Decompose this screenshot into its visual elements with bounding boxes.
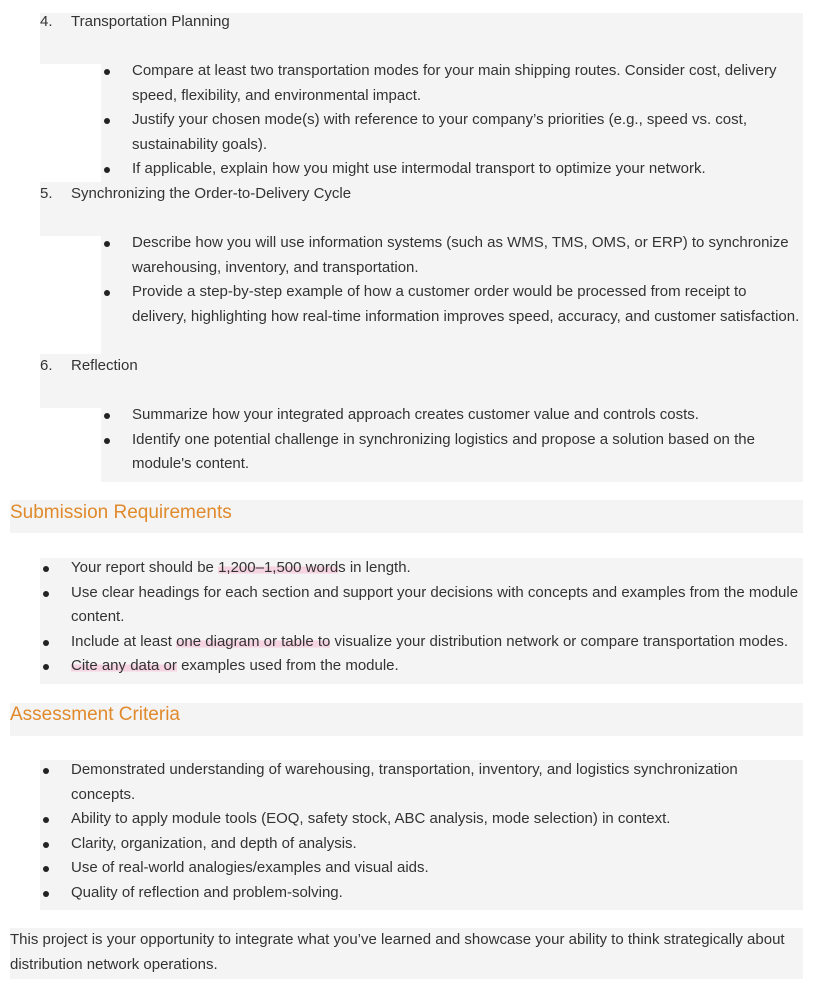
step-6-bullets <box>101 403 803 477</box>
list-item-text: Identify one potential challenge in synchronizing logistics and propose a solution based on the module's content. <box>132 430 755 472</box>
bullet-icon <box>104 290 110 296</box>
list-item <box>101 231 803 280</box>
list-item <box>101 59 803 108</box>
bullet-icon <box>43 842 49 848</box>
text: Include at least <box>71 632 177 650</box>
bullet-icon <box>43 591 49 597</box>
text: visualize your distribution network or compare transportation modes. <box>330 632 789 650</box>
list-item <box>40 581 810 630</box>
list-item-text: Clarity, organization, and depth of analysis. <box>71 834 357 852</box>
step-4-bullets <box>101 59 803 182</box>
bullet-icon <box>104 69 110 75</box>
list-item-text: If applicable, explain how you might use intermodal transport to optimize your network. <box>132 160 706 177</box>
bullet-icon <box>104 438 110 444</box>
list-item-text: Quality of reflection and problem-solving. <box>71 883 343 901</box>
text: Use clear headings for each section and support your decisions with concepts and examples from the module content. <box>71 583 799 625</box>
bullet-icon <box>43 640 49 646</box>
step-5-bullets <box>101 231 803 329</box>
step-title: Reflection <box>71 357 138 374</box>
list-item <box>101 280 803 329</box>
list-item-text: Demonstrated understanding of warehousing, transportation, inventory, and logistics synchronization concepts. <box>71 761 738 803</box>
list-item <box>101 428 803 477</box>
list-item <box>101 157 803 182</box>
step-title: Transportation Planning <box>71 13 230 30</box>
step-title: Synchronizing the Order-to-Delivery Cycle <box>71 185 352 202</box>
bullet-icon <box>104 413 110 419</box>
submission-bullets <box>40 556 810 679</box>
step-6-header-bg <box>40 354 803 408</box>
list-item <box>101 108 803 157</box>
closing-paragraph: This project is your opportunity to integrate what you’ve learned and showcase your ability to think strategically about distribution network operations. <box>10 931 785 973</box>
list-item <box>40 881 780 906</box>
list-item-text: Ability to apply module tools (EOQ, safety stock, ABC analysis, mode selection) in context. <box>71 810 671 827</box>
list-item <box>40 654 810 679</box>
list-item-text: Summarize how your integrated approach creates customer value and controls costs. <box>132 406 699 423</box>
bullet-icon <box>43 664 49 670</box>
bullet-icon <box>43 866 49 872</box>
list-item <box>40 856 780 881</box>
list-item-text: Provide a step-by-step example of how a customer order would be processed from receipt to delivery, highlighting how real-time information improves speed, accuracy, and customer satisfaction. <box>132 283 800 325</box>
highlighted-text: Cite any data or <box>71 657 177 674</box>
step-number: 6. <box>40 357 53 374</box>
list-item <box>40 630 810 655</box>
text: s in length. <box>338 559 411 576</box>
step-number: 4. <box>40 13 53 30</box>
step-number: 5. <box>40 185 53 202</box>
highlighted-text: one diagram or table to <box>176 632 331 650</box>
list-item <box>40 807 780 832</box>
bullet-icon <box>104 241 110 247</box>
bullet-icon <box>43 768 49 774</box>
bullet-icon <box>43 817 49 823</box>
highlighted-text: 1,200–1,500 word <box>218 559 339 576</box>
submission-heading: Submission Requirements <box>10 502 232 523</box>
list-item <box>101 403 803 428</box>
text: Your report should be <box>71 559 219 576</box>
assessment-heading: Assessment Criteria <box>10 704 180 725</box>
assessment-bullets <box>40 758 780 905</box>
bullet-icon <box>104 167 110 173</box>
list-item <box>40 758 780 807</box>
bullet-icon <box>104 118 110 124</box>
list-item-text: Describe how you will use information systems (such as WMS, TMS, OMS, or ERP) to synchronize warehousing, inventory, and transportation. <box>132 234 789 276</box>
text: examples used from the module. <box>176 657 399 674</box>
list-item-text: Compare at least two transportation modes for your main shipping routes. Consider cost, delivery speed, flexibility, and environmental impact. <box>132 62 777 104</box>
list-item-text: Use of real-world analogies/examples and visual aids. <box>71 859 429 876</box>
list-item <box>40 556 810 581</box>
bullet-icon <box>43 566 49 572</box>
list-item-text: Justify your chosen mode(s) with reference to your company’s priorities (e.g., speed vs. cost, sustainability goals). <box>132 111 747 153</box>
bullet-icon <box>43 891 49 897</box>
list-item <box>40 832 780 857</box>
